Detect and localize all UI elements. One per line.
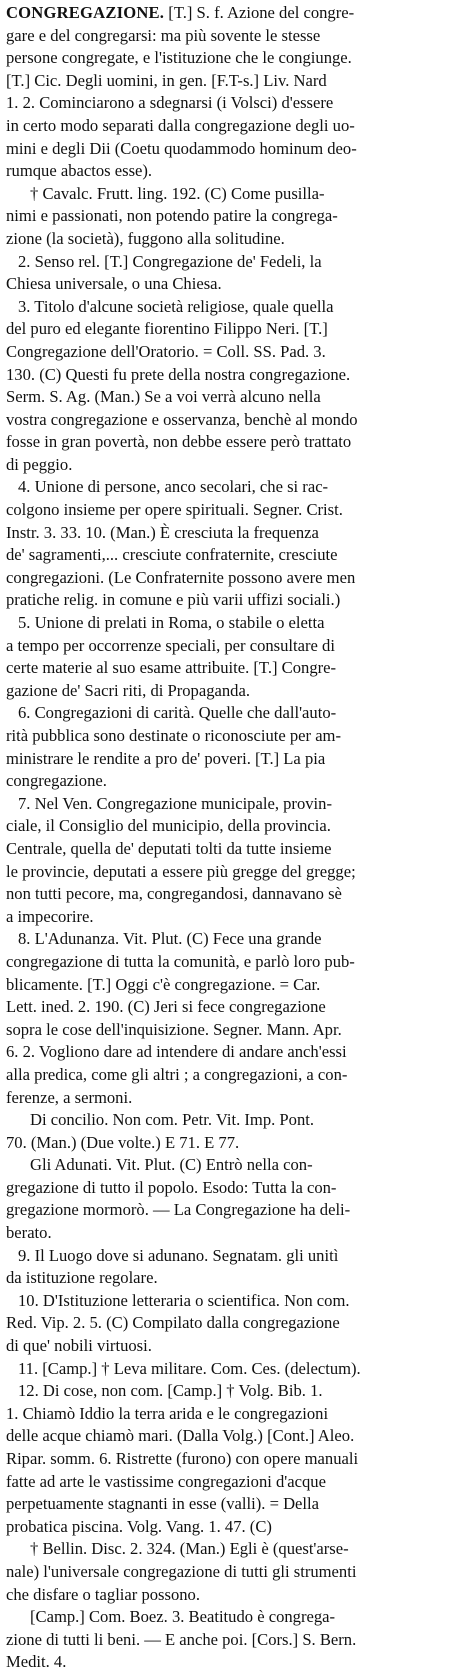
entry-line-text: † Bellin. Disc. 2. 324. (Man.) Egli è (quest'arse- (30, 1539, 349, 1559)
entry-line-text: rumque abactos esse). (6, 161, 153, 181)
entry-line-text: 70. (Man.) (Due volte.) E 71. E 77. (6, 1132, 240, 1152)
entry-line-text: di peggio. (6, 454, 73, 474)
entry-line (6, 2, 461, 25)
entry-line (6, 364, 461, 387)
entry-line (6, 883, 461, 906)
entry-line-text: [T.] S. f. Azione del congre- (164, 3, 355, 22)
entry-line (6, 635, 461, 658)
entry-line-text: 6. 2. Vogliono dare ad intendere di andare anch'essi (6, 1042, 347, 1062)
entry-line-text: congregazioni. (Le Confraternite possono avere men (6, 567, 356, 587)
entry-line (6, 725, 461, 748)
entry-line-text: 1. Chiamò Iddio la terra arida e le congregazioni (6, 1403, 329, 1423)
entry-line (6, 386, 461, 409)
entry-line (6, 92, 461, 115)
entry-line (6, 1493, 461, 1516)
entry-line (6, 928, 461, 951)
entry-line (6, 1651, 461, 1674)
entry-line-text: colgono insieme per opere spirituali. Segner. Crist. (6, 500, 343, 520)
entry-line (6, 1538, 461, 1561)
entry-line-text: certe materie al suo esame attribuite. [T.] Congre- (6, 658, 337, 678)
entry-line (6, 296, 461, 319)
entry-line (6, 47, 461, 70)
entry-line-text: gare e del congregarsi: ma più sovente le stesse (6, 25, 321, 45)
entry-line-text: Chiesa universale, o una Chiesa. (6, 274, 222, 294)
entry-line-text: che disfare o tagliar possono. (6, 1584, 200, 1604)
entry-line-text: zione (la società), fuggono alla solitudine. (6, 228, 285, 248)
entry-line-text: Gli Adunati. Vit. Plut. (C) Entrò nella con- (30, 1155, 313, 1175)
entry-line-text: Instr. 3. 33. 10. (Man.) È cresciuta la frequenza (6, 522, 319, 542)
entry-line (6, 273, 461, 296)
entry-line (6, 996, 461, 1019)
entry-line (6, 589, 461, 612)
entry-line-text: da istituzione regolare. (6, 1268, 158, 1288)
entry-line-text: Serm. S. Ag. (Man.) Se a voi verrà alcuno nella (6, 387, 321, 407)
entry-line (6, 70, 461, 93)
entry-line-text: gregazione di tutto il popolo. Esodo: Tutta la con- (6, 1177, 337, 1197)
entry-line (6, 702, 461, 725)
entry-line-text: nale) l'universale congregazione di tutti gli strumenti (6, 1561, 357, 1581)
entry-line (6, 205, 461, 228)
entry-line (6, 318, 461, 341)
entry-line-text: 1. 2. Cominciarono a sdegnarsi (i Volsci) d'essere (6, 93, 334, 113)
entry-line-text: nimi e passionati, non potendo patire la congrega- (6, 206, 338, 226)
entry-line (6, 1132, 461, 1155)
entry-line-text: di que' nobili virtuosi. (6, 1336, 152, 1356)
entry-line (6, 1199, 461, 1222)
entry-line-text: [Camp.] Com. Boez. 3. Beatitudo è congrega- (30, 1607, 336, 1627)
entry-line-text: vostra congregazione e osservanza, benchè al mondo (6, 409, 358, 429)
entry-line-text: Centrale, quella de' deputati tolti da tutte insieme (6, 838, 332, 858)
entry-line (6, 1448, 461, 1471)
entry-line (6, 1425, 461, 1448)
entry-line-text: rità pubblica sono destinate o riconosciute per am- (6, 726, 341, 745)
entry-line (6, 1290, 461, 1313)
entry-line-text: in certo modo separati dalla congregazione degli uo- (6, 115, 355, 135)
entry-line-text: 11. [Camp.] † Leva militare. Com. Ces. (delectum). (18, 1358, 361, 1378)
entry-line-text: 7. Nel Ven. Congregazione municipale, provin- (18, 793, 332, 813)
entry-line (6, 1019, 461, 1042)
entry-line-text: 130. (C) Questi fu prete della nostra congregazione. (6, 364, 351, 384)
entry-line (6, 476, 461, 499)
entry-line-text: pratiche relig. in comune e più varii uffizi sociali.) (6, 590, 341, 610)
entry-line (6, 341, 461, 364)
entry-line (6, 793, 461, 816)
entry-line (6, 409, 461, 432)
entry-line-text: † Cavalc. Frutt. ling. 192. (C) Come pusilla- (30, 183, 325, 203)
entry-line-text: del puro ed elegante fiorentino Filippo Neri. [T.] (6, 319, 328, 339)
entry-line (6, 1358, 461, 1381)
entry-line-text: mini e degli Dii (Coetu quodammodo hominum deo- (6, 138, 357, 158)
entry-line (6, 1403, 461, 1426)
entry-line (6, 1606, 461, 1629)
entry-line-text: 6. Congregazioni di carità. Quelle che dall'auto- (18, 703, 337, 723)
entry-line (6, 1561, 461, 1584)
entry-line (6, 1087, 461, 1110)
entry-line-text: probatica piscina. Volg. Vang. 1. 47. (C) (6, 1516, 272, 1536)
entry-line-text: 10. D'Istituzione letteraria o scientifica. Non com. (18, 1290, 350, 1310)
entry-line (6, 1335, 461, 1358)
entry-line-text: fatte ad arte le vastissime congregazioni d'acque (6, 1471, 326, 1491)
entry-line (6, 951, 461, 974)
entry-line (6, 183, 461, 206)
entry-line-text: ferenze, a sermoni. (6, 1087, 133, 1107)
entry-line (6, 1380, 461, 1403)
entry-line (6, 657, 461, 680)
entry-line-text: de' sagramenti,... cresciute confraternite, cresciute (6, 545, 338, 565)
entry-line-text: Di concilio. Non com. Petr. Vit. Imp. Pont. (30, 1110, 315, 1130)
entry-line-text: congregazione. (6, 771, 107, 791)
entry-line-text: fosse in gran povertà, non debbe essere però trattato (6, 432, 352, 452)
entry-line-text: 12. Di cose, non com. [Camp.] † Volg. Bib. 1. (18, 1381, 323, 1401)
entry-line-text: alla predica, come gli altri ; a congregazioni, a con- (6, 1064, 348, 1084)
entry-line-text: 9. Il Luogo dove si adunano. Segnatam. gli unitì (18, 1245, 339, 1265)
entry-line (6, 1629, 461, 1652)
entry-line-text: 8. L'Adunanza. Vit. Plut. (C) Fece una grande (18, 929, 322, 949)
entry-body (6, 2, 461, 1674)
entry-line (6, 1312, 461, 1335)
entry-line-text: 5. Unione di prelati in Roma, o stabile o eletta (18, 613, 325, 633)
entry-line-text: 3. Titolo d'alcune società religiose, quale quella (18, 296, 334, 316)
entry-line (6, 1109, 461, 1132)
entry-line (6, 251, 461, 274)
entry-line-text: le provincie, deputati a essere più gregge del gregge; (6, 861, 356, 881)
entry-line-text: gregazione mormorò. — La Congregazione ha deli- (6, 1200, 351, 1220)
entry-line (6, 838, 461, 861)
entry-line-text: blicamente. [T.] Oggi c'è congregazione. = Car. (6, 974, 321, 994)
entry-line-text: ciale, il Consiglio del municipio, della provincia. (6, 816, 331, 836)
entry-headword: CONGREGAZIONE. (6, 3, 165, 22)
entry-line-text: persone congregate, e l'istituzione che le congiunge. (6, 48, 352, 68)
entry-line (6, 544, 461, 567)
entry-line (6, 680, 461, 703)
entry-line-text: zione di tutti li beni. — E anche poi. [Cors.] S. Bern. (6, 1629, 357, 1649)
entry-line (6, 1064, 461, 1087)
entry-line (6, 861, 461, 884)
entry-line-text: berato. (6, 1223, 52, 1243)
entry-line (6, 25, 461, 48)
entry-line-text: Congregazione dell'Oratorio. = Coll. SS. Pad. 3. (6, 341, 326, 361)
entry-line-text: perpetuamente stagnanti in esse (valli). = Della (6, 1494, 320, 1514)
entry-line-text: ministrare le rendite a pro de' poveri. [T.] La pia (6, 748, 326, 768)
entry-line (6, 138, 461, 161)
entry-line (6, 1222, 461, 1245)
entry-line (6, 974, 461, 997)
entry-line (6, 1041, 461, 1064)
entry-line-text: 4. Unione di persone, anco secolari, che si rac- (18, 477, 329, 497)
entry-line-text: a tempo per occorrenze speciali, per consultare di (6, 635, 335, 655)
entry-line (6, 1471, 461, 1494)
entry-line (6, 160, 461, 183)
entry-line (6, 522, 461, 545)
entry-line (6, 906, 461, 929)
entry-line (6, 431, 461, 454)
entry-line (6, 1584, 461, 1607)
entry-line-text: non tutti pecore, ma, congregandosi, dannavano sè (6, 884, 342, 904)
entry-line-text: Red. Vip. 2. 5. (C) Compilato dalla congregazione (6, 1313, 340, 1333)
entry-line (6, 770, 461, 793)
entry-line-text: Medit. 4. (6, 1652, 67, 1672)
entry-line-text: delle acque chiamò mari. (Dalla Volg.) [Cont.] Aleo. (6, 1426, 355, 1446)
entry-line (6, 1154, 461, 1177)
entry-line-text: congregazione di tutta la comunità, e parlò loro pub- (6, 951, 355, 971)
entry-line (6, 612, 461, 635)
entry-line-text: Lett. ined. 2. 190. (C) Jeri si fece congregazione (6, 997, 326, 1017)
entry-line (6, 1177, 461, 1200)
entry-line (6, 815, 461, 838)
entry-line (6, 115, 461, 138)
entry-line-text: gazione de' Sacri riti, di Propaganda. (6, 680, 250, 700)
entry-line (6, 454, 461, 477)
entry-line-text: 2. Senso rel. [T.] Congregazione de' Fedeli, la (18, 251, 322, 271)
entry-line (6, 228, 461, 251)
entry-line (6, 499, 461, 522)
entry-line (6, 748, 461, 771)
entry-line-text: [T.] Cic. Degli uomini, in gen. [F.T-s.] Liv. Nard (6, 70, 327, 90)
entry-line-text: a impecorire. (6, 906, 94, 926)
entry-line (6, 567, 461, 590)
entry-line (6, 1245, 461, 1268)
entry-line-text: sopra le cose dell'inquisizione. Segner. Mann. Apr. (6, 1019, 342, 1039)
entry-line-text: Ripar. somm. 6. Ristrette (furono) con opere manuali (6, 1449, 359, 1468)
entry-line (6, 1267, 461, 1290)
entry-line (6, 1516, 461, 1539)
